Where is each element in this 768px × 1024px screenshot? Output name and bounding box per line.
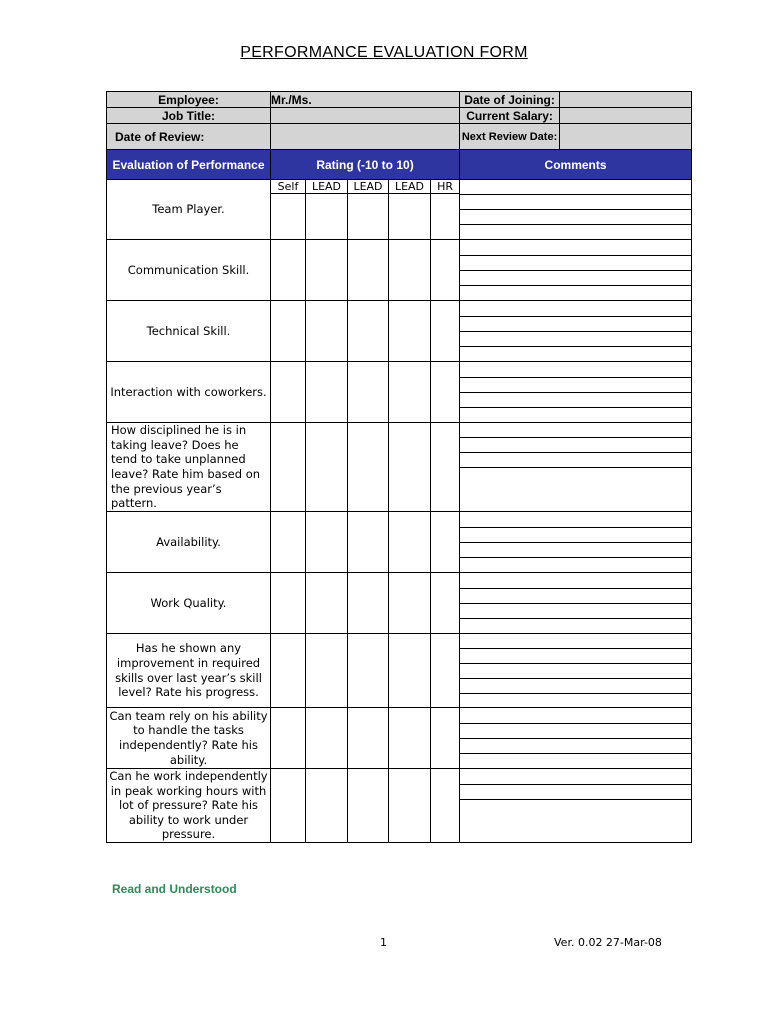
rating-subheader-hr: HR <box>431 180 460 194</box>
comment-line[interactable] <box>460 256 691 271</box>
rating-cell-self[interactable] <box>271 769 306 843</box>
rating-cell-hr[interactable] <box>431 512 460 573</box>
rating-cell-lead[interactable] <box>306 240 348 301</box>
comment-line[interactable] <box>460 423 691 438</box>
rating-cell-lead[interactable] <box>389 194 431 240</box>
evaluation-column-header: Evaluation of Performance <box>107 150 271 180</box>
next-review-date-field[interactable] <box>560 124 692 150</box>
rating-cell-lead[interactable] <box>348 240 389 301</box>
rating-cell-lead[interactable] <box>306 708 348 769</box>
comment-line[interactable] <box>460 347 691 361</box>
page-number: 1 <box>380 936 387 949</box>
current-salary-label: Current Salary: <box>460 108 560 124</box>
criterion-cell: Communication Skill. <box>107 240 271 301</box>
rating-cell-lead[interactable] <box>348 708 389 769</box>
date-of-joining-field[interactable] <box>560 92 692 108</box>
rating-cell-lead[interactable] <box>306 362 348 423</box>
rating-cell-lead[interactable] <box>389 573 431 634</box>
rating-cell-hr[interactable] <box>431 708 460 769</box>
rating-cell-lead[interactable] <box>306 423 348 512</box>
comment-line[interactable] <box>460 241 691 256</box>
rating-cell-self[interactable] <box>271 573 306 634</box>
comment-line[interactable] <box>460 604 691 619</box>
rating-cell-self[interactable] <box>271 301 306 362</box>
comment-line[interactable] <box>460 739 691 754</box>
rating-cell-self[interactable] <box>271 634 306 708</box>
comment-line[interactable] <box>460 664 691 679</box>
form-title: PERFORMANCE EVALUATION FORM <box>240 44 528 61</box>
version-label: Ver. 0.02 27-Mar-08 <box>554 936 662 949</box>
rating-subheader-lead: LEAD <box>306 180 348 194</box>
comments-cell[interactable] <box>460 708 692 769</box>
comments-cell[interactable] <box>460 634 692 708</box>
rating-cell-hr[interactable] <box>431 423 460 512</box>
rating-cell-hr[interactable] <box>431 362 460 423</box>
comments-cell[interactable] <box>460 301 692 362</box>
comment-line[interactable] <box>460 363 691 378</box>
criterion-cell: Team Player. <box>107 180 271 240</box>
rating-cell-lead[interactable] <box>389 301 431 362</box>
rating-cell-self[interactable] <box>271 512 306 573</box>
comment-line[interactable] <box>460 408 691 422</box>
rating-cell-lead[interactable] <box>348 301 389 362</box>
comments-column-header: Comments <box>460 150 692 180</box>
rating-cell-lead[interactable] <box>348 573 389 634</box>
comment-line[interactable] <box>460 468 691 511</box>
criterion-cell: Interaction with coworkers. <box>107 362 271 423</box>
comment-line[interactable] <box>460 634 691 649</box>
criterion-cell: Technical Skill. <box>107 301 271 362</box>
job-title-label: Job Title: <box>107 108 271 124</box>
comment-line[interactable] <box>460 649 691 664</box>
rating-cell-lead[interactable] <box>348 194 389 240</box>
rating-cell-lead[interactable] <box>348 362 389 423</box>
date-of-review-label: Date of Review: <box>107 124 271 150</box>
rating-cell-self[interactable] <box>271 240 306 301</box>
rating-cell-lead[interactable] <box>306 301 348 362</box>
comments-cell[interactable] <box>460 769 692 843</box>
comment-line[interactable] <box>460 694 691 707</box>
comments-cell[interactable] <box>460 512 692 573</box>
rating-cell-lead[interactable] <box>306 194 348 240</box>
comment-line[interactable] <box>460 770 691 785</box>
comment-line[interactable] <box>460 302 691 317</box>
comment-line[interactable] <box>460 332 691 347</box>
rating-cell-lead[interactable] <box>389 634 431 708</box>
comment-line[interactable] <box>460 724 691 739</box>
comments-cell[interactable] <box>460 240 692 301</box>
comment-line[interactable] <box>460 754 691 768</box>
rating-cell-lead[interactable] <box>389 708 431 769</box>
rating-subheader-lead: LEAD <box>348 180 389 194</box>
read-and-understood: Read and Understood <box>112 882 237 896</box>
comment-line[interactable] <box>460 180 691 195</box>
comment-line[interactable] <box>460 800 691 841</box>
comment-line[interactable] <box>460 785 691 800</box>
job-title-field[interactable] <box>271 108 460 124</box>
criterion-cell: Work Quality. <box>107 573 271 634</box>
comment-line[interactable] <box>460 378 691 393</box>
rating-cell-self[interactable] <box>271 423 306 512</box>
current-salary-field[interactable] <box>560 108 692 124</box>
rating-cell-lead[interactable] <box>389 423 431 512</box>
comment-line[interactable] <box>460 210 691 225</box>
criterion-cell: Can team rely on his ability to handle the tasks independently? Rate his ability. <box>107 708 271 769</box>
comment-line[interactable] <box>460 558 691 572</box>
comment-line[interactable] <box>460 679 691 694</box>
rating-cell-lead[interactable] <box>306 512 348 573</box>
comment-line[interactable] <box>460 543 691 558</box>
rating-cell-lead[interactable] <box>348 634 389 708</box>
rating-subheader-lead: LEAD <box>389 180 431 194</box>
comments-cell[interactable] <box>460 573 692 634</box>
comment-line[interactable] <box>460 393 691 408</box>
evaluation-table <box>106 91 692 843</box>
comment-line[interactable] <box>460 317 691 332</box>
criterion-cell: How disciplined he is in taking leave? Does he tend to take unplanned leave? Rate him based on the previous year’s pattern. <box>107 423 271 512</box>
comments-cell[interactable] <box>460 362 692 423</box>
rating-cell-lead[interactable] <box>389 240 431 301</box>
rating-cell-lead[interactable] <box>348 512 389 573</box>
comment-line[interactable] <box>460 513 691 528</box>
criterion-cell: Can he work independently in peak working hours with lot of pressure? Rate his ability to work under pressure. <box>107 769 271 843</box>
rating-cell-lead[interactable] <box>389 362 431 423</box>
rating-cell-lead[interactable] <box>389 512 431 573</box>
next-review-date-label: Next Review Date: <box>460 124 560 150</box>
comment-line[interactable] <box>460 195 691 210</box>
comment-line[interactable] <box>460 528 691 543</box>
rating-cell-self[interactable] <box>271 362 306 423</box>
rating-cell-hr[interactable] <box>431 240 460 301</box>
rating-cell-hr[interactable] <box>431 194 460 240</box>
rating-cell-hr[interactable] <box>431 573 460 634</box>
comment-line[interactable] <box>460 225 691 239</box>
rating-cell-hr[interactable] <box>431 634 460 708</box>
criterion-cell: Availability. <box>107 512 271 573</box>
rating-cell-lead[interactable] <box>306 573 348 634</box>
comments-cell[interactable] <box>460 423 692 512</box>
comment-line[interactable] <box>460 453 691 468</box>
rating-cell-self[interactable] <box>271 194 306 240</box>
rating-cell-lead[interactable] <box>348 423 389 512</box>
employee-label: Employee: <box>107 92 271 108</box>
rating-cell-lead[interactable] <box>306 769 348 843</box>
rating-cell-lead[interactable] <box>389 769 431 843</box>
comment-line[interactable] <box>460 574 691 589</box>
rating-cell-lead[interactable] <box>306 634 348 708</box>
rating-cell-hr[interactable] <box>431 301 460 362</box>
rating-cell-lead[interactable] <box>348 769 389 843</box>
comment-line[interactable] <box>460 286 691 300</box>
comments-cell[interactable] <box>460 180 692 240</box>
rating-cell-hr[interactable] <box>431 769 460 843</box>
rating-subheader-self: Self <box>271 180 306 194</box>
comment-line[interactable] <box>460 438 691 453</box>
comment-line[interactable] <box>460 271 691 286</box>
comment-line[interactable] <box>460 709 691 724</box>
rating-cell-self[interactable] <box>271 708 306 769</box>
comment-line[interactable] <box>460 619 691 633</box>
date-of-joining-label: Date of Joining: <box>460 92 560 108</box>
employee-field[interactable]: Mr./Ms. <box>271 92 460 108</box>
criterion-cell: Has he shown any improvement in required skills over last year’s skill level? Rate his progress. <box>107 634 271 708</box>
rating-column-header: Rating (-10 to 10) <box>271 150 460 180</box>
date-of-review-field[interactable] <box>271 124 460 150</box>
comment-line[interactable] <box>460 589 691 604</box>
